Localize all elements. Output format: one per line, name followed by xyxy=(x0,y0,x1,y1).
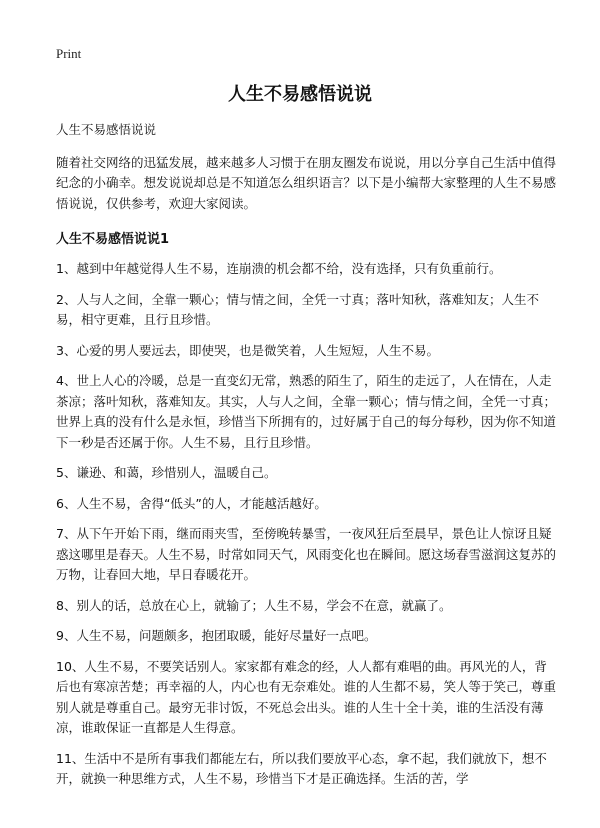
list-item: 9、人生不易，问题颇多，抱团取暖，能好尽量好一点吧。 xyxy=(56,628,377,643)
list-item: 10、人生不易，不要笑话别人。家家都有难念的经，人人都有难唱的曲。再风光的人，背后也有寒凉苦楚；再幸福的人，内心也有无奈难处。谁的人生都不易，笑人等于笑己，尊重别人就是尊重自己。最穷无非讨饭，不死总会出头。谁的人生十全十美，谁的生活没有薄凉，谁敢保证一直都是人生得意。 xyxy=(56,658,557,735)
list-item: 5、谦逊、和蔼，珍惜别人，温暖自己。 xyxy=(56,465,277,480)
list-item: 6、人生不易，舍得“低头”的人，才能越活越好。 xyxy=(56,495,327,511)
print-link[interactable]: Print xyxy=(56,46,82,61)
list-item: 3、心爱的男人要远去，即使哭，也是微笑着，人生短短，人生不易。 xyxy=(56,342,439,358)
list-item: 8、别人的话，总放在心上，就输了；人生不易，学会不在意，就赢了。 xyxy=(56,597,452,613)
page-title: 人生不易感悟说说 xyxy=(228,84,372,105)
list-item: 4、世上人心的冷暖，总是一直变幻无常，熟悉的陌生了，陌生的走远了，人在情在，人走茶凉；落叶知秋，落难知友。其实，人与人之间，全靠一颗心；情与情之间，全凭一寸真；世界上真的没有什么是永恒，珍惜当下所拥有的，过好属于自己的每分每秒，因为你不知道下一秒是否还属于你。人生不易，且行且珍惜。 xyxy=(56,373,557,450)
article-body xyxy=(56,120,556,800)
intro-paragraph: 随着社交网络的迅猛发展，越来越多人习惯于在朋友圈发布说说，用以分享自己生活中值得纪念的小确幸。想发说说却总是不知道怎么组织语言？以下是小编帮大家整理的人生不易感悟说说，仅供参考，欢迎大家阅读。 xyxy=(56,154,557,211)
list-item: 1、越到中年越觉得人生不易，连崩溃的机会都不给，没有选择，只有负重前行。 xyxy=(56,261,502,276)
section-heading: 人生不易感悟说说1 xyxy=(56,232,170,247)
list-item: 11、生活中不是所有事我们都能左右，所以我们要放平心态，拿不起，我们就放下，想不开，就换一种思维方式，人生不易，珍惜当下才是正确选择。生活的苦，学 xyxy=(56,750,547,786)
article-subtitle: 人生不易感悟说说 xyxy=(56,122,157,137)
list-item: 2、人与人之间，全靠一颗心；情与情之间，全凭一寸真；落叶知秋，落难知友；人生不易，相守更难，且行且珍惜。 xyxy=(56,291,539,327)
list-item: 7、从下午开始下雨，继而雨夹雪，至傍晚转暴雪，一夜风狂后至晨早，景色让人惊讶且疑惑这哪里是春天。人生不易，时常如同天气，风雨变化也在瞬间。愿这场春雪滋润这复苏的万物，让春回大地，早日春暖花开。 xyxy=(56,526,557,582)
